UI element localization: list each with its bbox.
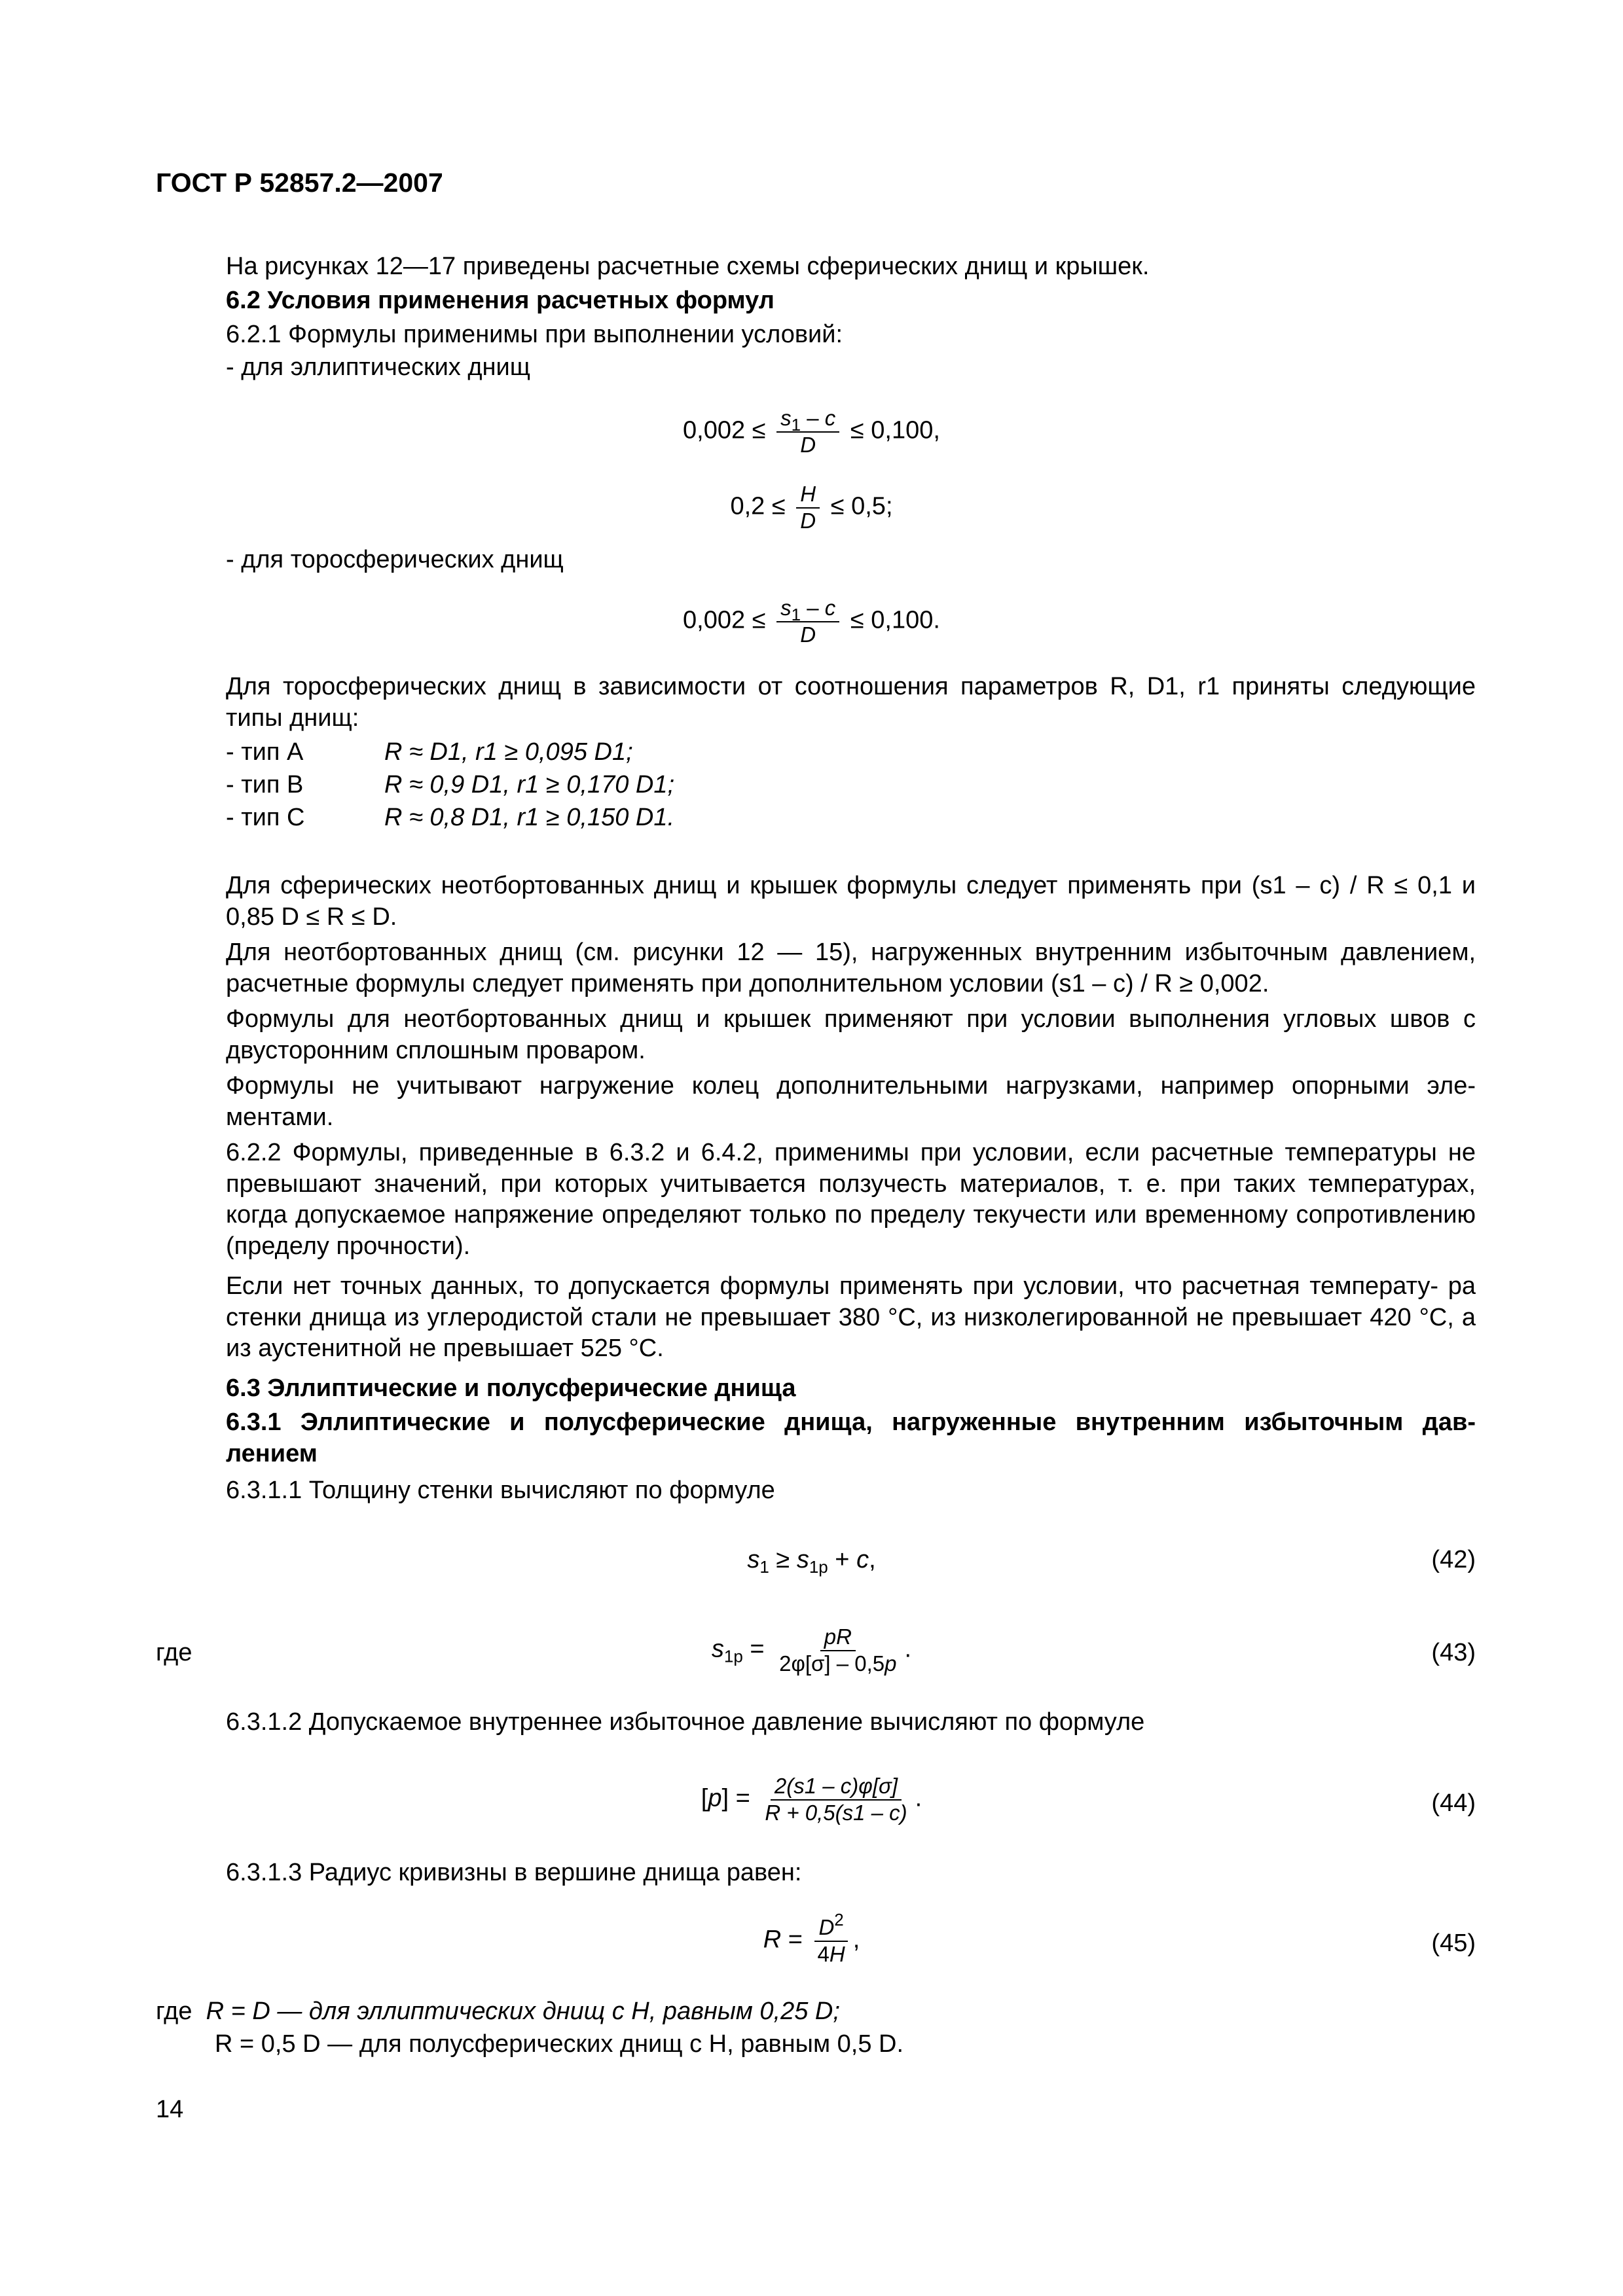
type-label: - тип С [226,804,305,831]
type-row [226,802,674,834]
equation-43: $s_{1р}$ = $\frac{pR}{2\varphi[\sigma] - 0,5p}$ . [711,1624,912,1676]
condition-3-den: D [800,622,816,647]
condition-1-fraction: $\frac{s_1 - c}{D}$ [776,407,839,456]
section-6-2-title: 6.2 Условия применения расчетных формул [226,287,775,314]
condition-1-num-c: c [824,406,836,430]
equation-44-fraction [761,1775,911,1824]
type-formula: R ≈ 0,9 D1, r1 ≥ 0,170 D1; [384,771,675,798]
equation-44-denominator: R + 0,5(s1 – c) [765,1800,907,1825]
condition-2-den: D [800,508,816,533]
elliptical-label: - для эллиптических днищ [226,353,531,381]
type-label: - тип А [226,738,304,766]
intro-text: На рисунках 12—17 приведены расчетные схемы сферических днищ и крышек. [226,253,1150,280]
equation-44-numerator: 2(s1 – c)φ[σ] [771,1775,902,1801]
torospherical-label: - для торосферических днищ [226,546,564,573]
clause-6-3-1-1: 6.3.1.1 Толщину стенки вычисляют по формуле [226,1477,775,1504]
condition-3-fraction: $\frac{s_1 - c}{D}$ [776,597,839,646]
equation-number-42: (42) [1431,1546,1476,1573]
section-6-3-1-title: 6.3.1 Эллиптические и полусферические днища, нагруженные внутренним избыточным дав- лением [226,1408,1476,1467]
section-6-3-title: 6.3 Эллиптические и полусферические днища [226,1374,796,1402]
type-row [226,770,674,801]
condition-2-num: H [796,483,820,509]
condition-3-num-c: c [824,596,836,620]
clause-6-3-1-2: 6.3.1.2 Допускаемое внутреннее избыточное давление вычисляют по формуле [226,1708,1145,1736]
definition-1: R = D — для эллиптических днищ с H, равным 0,25 D; [206,1998,840,2025]
welds-paragraph: Формулы для неотбортованных днищ и крышек применяют при условии выполнения угловых швов с двусторонним сплошным проваром. [226,1005,1476,1064]
temperature-paragraph: Если нет точных данных, то допускается формулы применять при условии, что расчетная температу- ра стенки днища из углеродистой стали не превышает 380 °С, из низколегированной не превышает 420 °С, а из аустенитной не превышает 525 °С. [226,1272,1476,1362]
where-label: где [156,1639,192,1666]
condition-3-right: ≤ 0,100. [850,606,940,634]
rings-paragraph: Формулы не учитывают нагружение колец дополнительными нагрузками, например опорными эле- ментами. [226,1072,1476,1131]
equation-44: [p] = $\frac{2(s1 - c)\varphi[\sigma]}{R + 0,5(s1 - c)}$ . [701,1774,922,1825]
spherical-paragraph: Для сферических неотбортованных днищ и крышек формулы следует применять при (s1 – c) / R ≤ 0,1 и 0,85 D ≤ R ≤ D. [226,872,1476,931]
document-header: ГОСТ Р 52857.2—2007 [156,168,443,198]
equation-number-45: (45) [1431,1929,1476,1957]
where-label-2: где [156,1998,192,2025]
condition-2-left: 0,2 ≤ [730,492,786,520]
condition-2-fraction [796,483,820,532]
condition-1 [0,407,1623,456]
type-label: - тип В [226,771,304,798]
type-formula: R ≈ D1, r1 ≥ 0,095 D1; [384,738,633,766]
type-row [226,737,633,768]
condition-2-right: ≤ 0,5; [830,492,893,520]
clause-6-2-2: 6.2.2 Формулы, приведенные в 6.3.2 и 6.4.2, применимы при условии, если расчетные температуры не превышают значений, при которых учитывается ползучесть материалов, т. е. при таких температурах, когда допускаемое напряжение определяют только по пределу текучести или временному сопротивлению (пределу прочности). [226,1139,1476,1260]
equation-43-fraction: $\frac{pR}{2\varphi[\sigma] - 0,5p}$ [779,1624,897,1676]
equation-42: $s_1 \ge s_{1р} + c$, [747,1546,876,1577]
condition-3 [0,597,1623,646]
equation-45-fraction: $\frac{D^2}{4H}$ [814,1916,849,1965]
equation-45: R = $\frac{D^2}{4H}$ , [763,1910,860,1966]
condition-1-den: D [800,432,816,457]
clause-6-2-1: 6.2.1 Формулы применимы при выполнении условий: [226,321,843,348]
condition-3-left: 0,002 ≤ [683,606,766,634]
condition-1-left: 0,002 ≤ [683,416,766,444]
type-formula: R ≈ 0,8 D1, r1 ≥ 0,150 D1. [384,804,675,831]
equation-number-44: (44) [1431,1789,1476,1817]
page-number: 14 [156,2096,184,2123]
equation-number-43: (43) [1431,1639,1476,1666]
unflanged-paragraph: Для неотбортованных днищ (см. рисунки 12 — 15), нагруженных внутренним избыточным давлением, расчетные формулы следует применять при дополнительном условии (s1 – c) / R ≥ 0,002. [226,939,1476,997]
condition-2 [0,483,1623,532]
condition-1-right: ≤ 0,100, [850,416,940,444]
definition-2: R = 0,5 D — для полусферических днищ с H, равным 0,5 D. [215,2030,904,2058]
torospherical-types-intro: Для торосферических днищ в зависимости от соотношения параметров R, D1, r1 приняты следующие типы днищ: [226,673,1476,732]
where-definitions [156,1996,840,2028]
clause-6-3-1-3: 6.3.1.3 Радиус кривизны в вершине днища равен: [226,1859,802,1886]
equation-43-numerator: pR [820,1626,856,1651]
